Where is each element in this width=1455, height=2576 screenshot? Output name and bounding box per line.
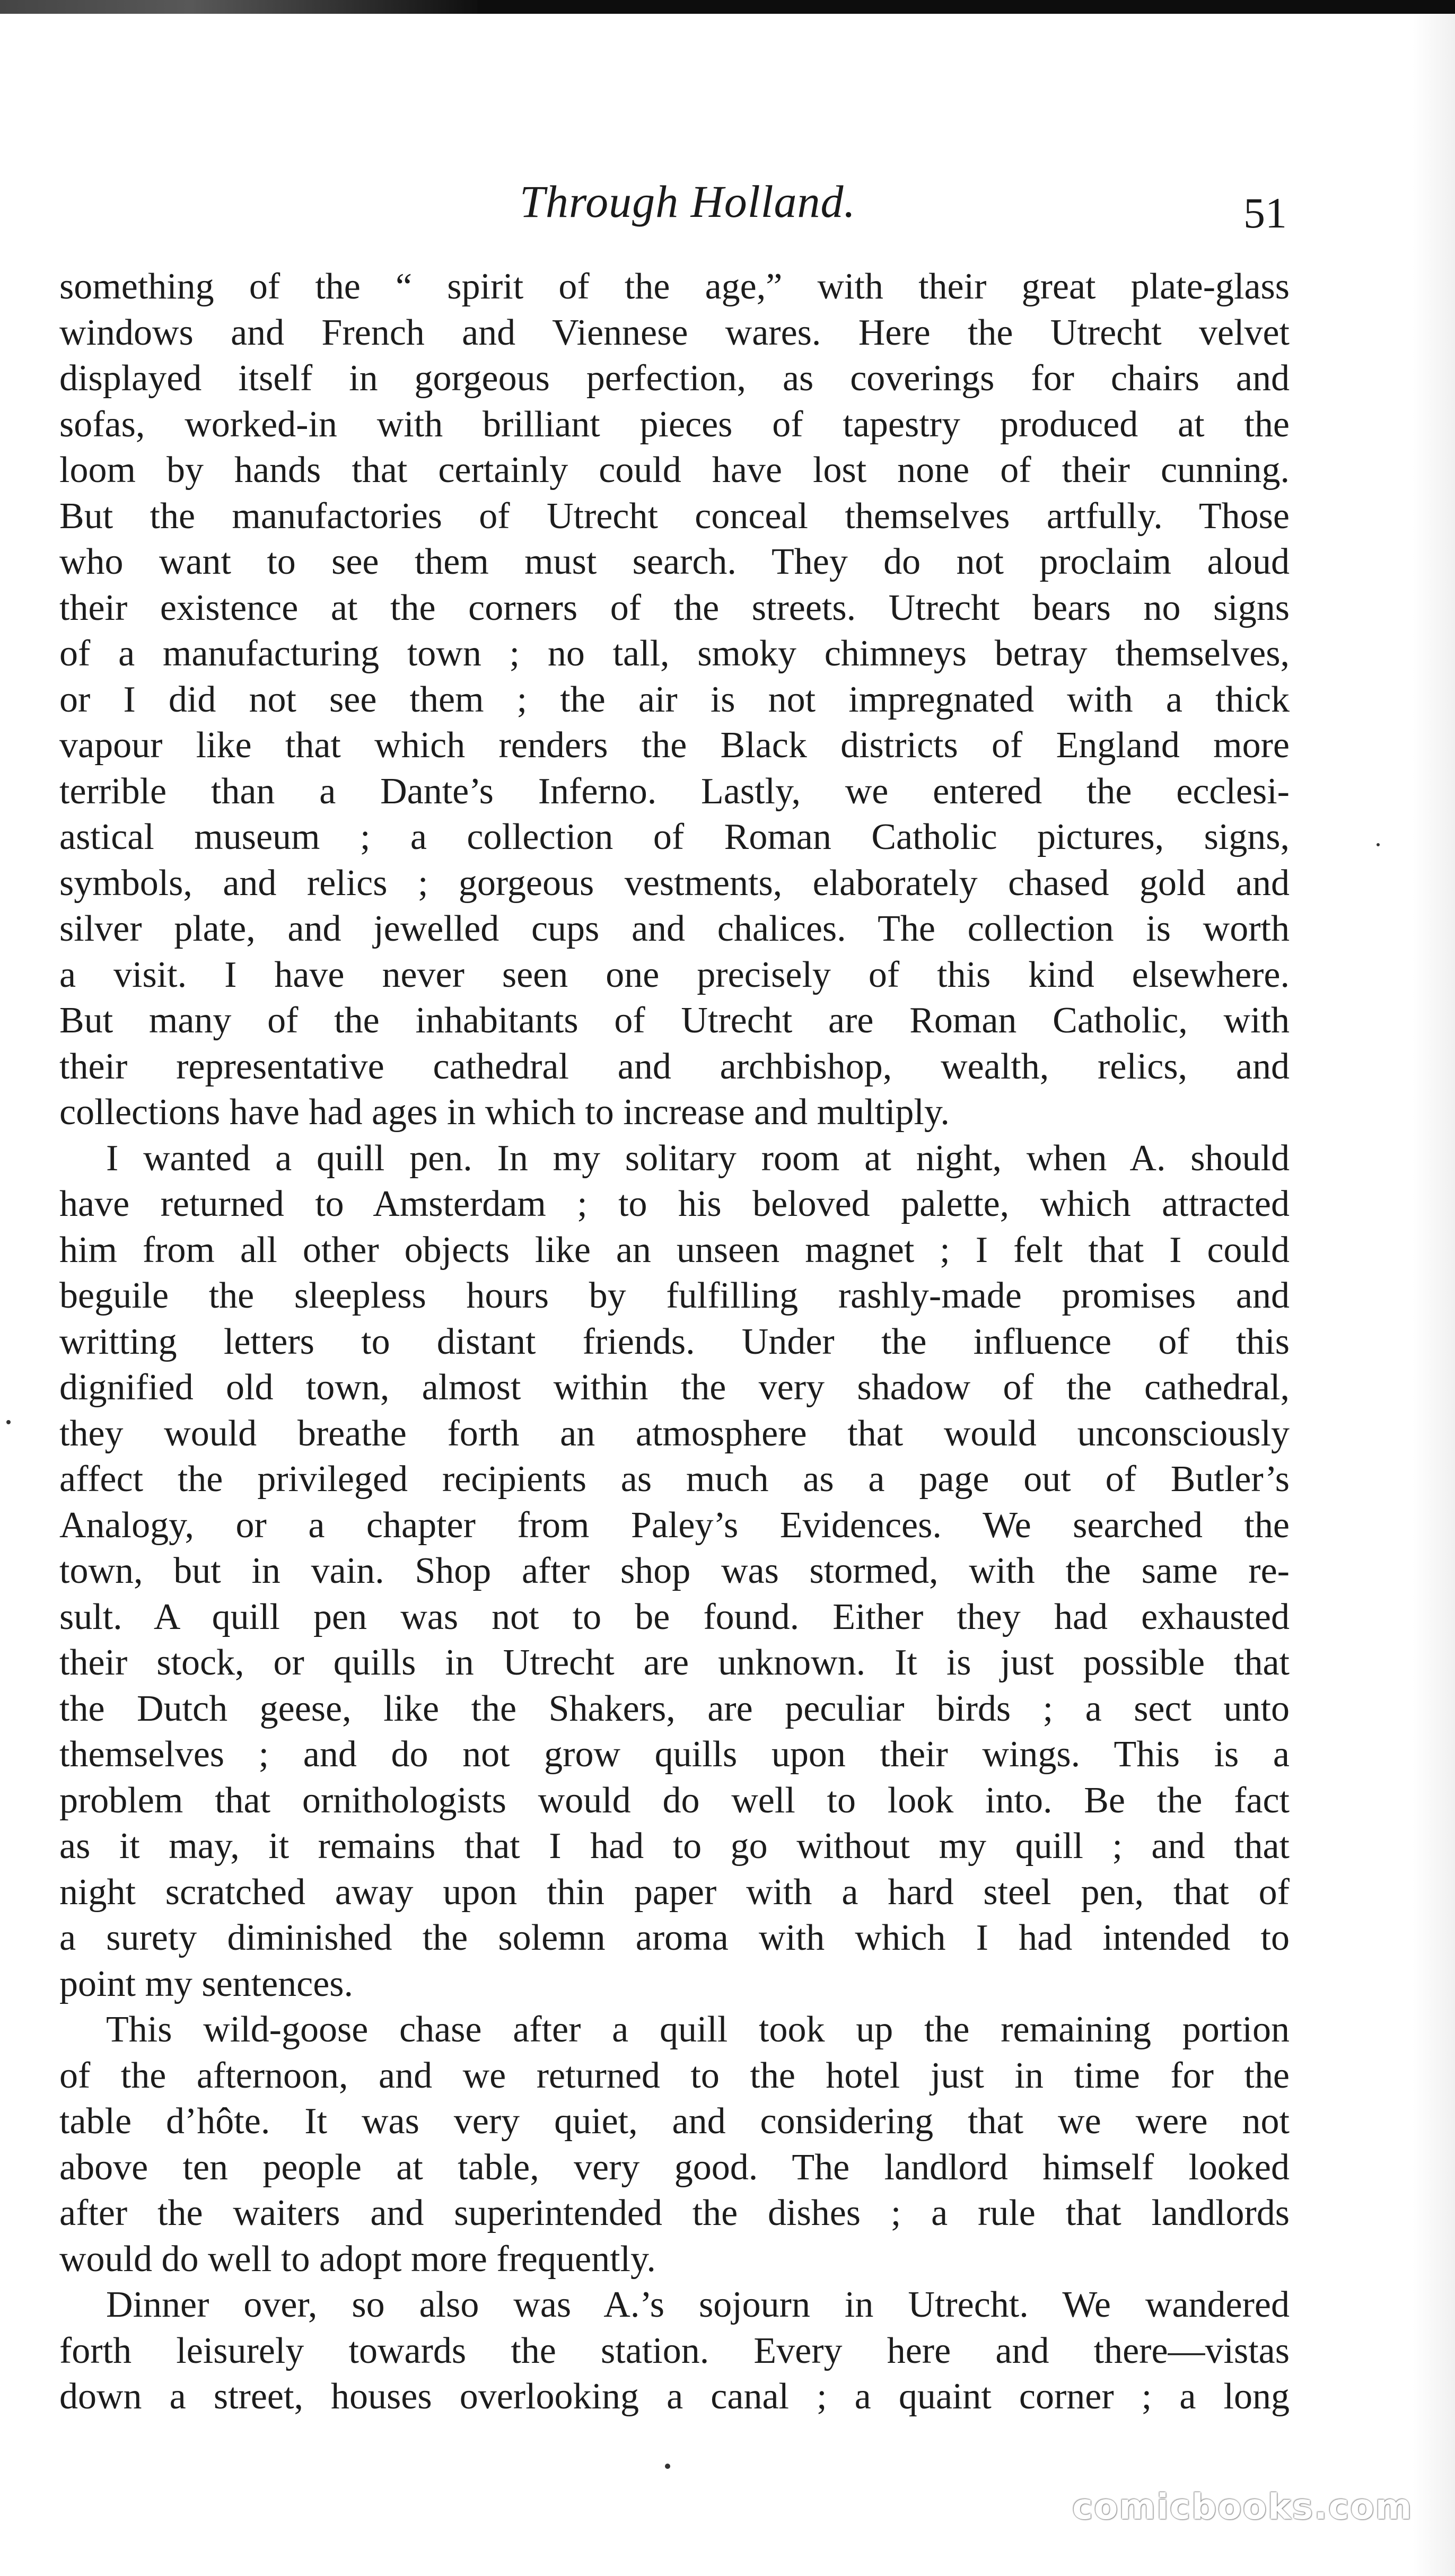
- text-line: above ten people at table, very good. The landlord himself looked: [59, 2146, 1290, 2188]
- text-line: him from all other objects like an unseen magnet ; I felt that I could: [59, 1229, 1290, 1271]
- text-line: their representative cathedral and archbishop, wealth, relics, and: [59, 1046, 1290, 1087]
- text-line: forth leisurely towards the station. Every here and there—vistas: [59, 2330, 1290, 2371]
- text-line: sult. A quill pen was not to be found. Either they had exhausted: [59, 1596, 1290, 1637]
- text-line: astical museum ; a collection of Roman Catholic pictures, signs,: [59, 817, 1290, 857]
- text-line: who want to see them must search. They do not proclaim aloud: [59, 541, 1290, 582]
- text-line: point my sentences.: [59, 1963, 354, 2004]
- text-line: table d’hôte. It was very quiet, and considering that we were not: [59, 2101, 1290, 2142]
- text-line: their existence at the corners of the streets. Utrecht bears no signs: [59, 587, 1290, 628]
- paragraph-start-line: Dinner over, so also was A.’s sojourn in Utrecht. We wandered: [106, 2284, 1290, 2325]
- text-line: collections have had ages in which to increase and multiply.: [59, 1092, 950, 1133]
- text-line: symbols, and relics ; gorgeous vestments, elaborately chased gold and: [59, 862, 1290, 904]
- text-line: terrible than a Dante’s Inferno. Lastly, we entered the ecclesi-: [59, 770, 1290, 812]
- text-line: a visit. I have never seen one precisely of this kind elsewhere.: [59, 954, 1290, 995]
- paragraph-start-line: I wanted a quill pen. In my solitary room at night, when A. should: [106, 1137, 1290, 1179]
- scan-top-border-highlight: [0, 0, 477, 14]
- ink-speck: [6, 1420, 11, 1424]
- text-line: or I did not see them ; the air is not impregnated with a thick: [59, 679, 1290, 720]
- text-line: silver plate, and jewelled cups and chalices. The collection is worth: [59, 908, 1290, 949]
- running-title: Through Holland.: [520, 176, 856, 227]
- text-line: writting letters to distant friends. Under the influence of this: [59, 1321, 1290, 1362]
- text-line: down a street, houses overlooking a canal ; a quaint corner ; a long: [59, 2376, 1290, 2417]
- body-text: [59, 264, 1290, 2420]
- text-line: loom by hands that certainly could have lost none of their cunning.: [59, 450, 1290, 490]
- text-line: of a manufacturing town ; no tall, smoky chimneys betray themselves,: [59, 633, 1290, 674]
- ink-speck: [1377, 843, 1380, 846]
- paragraph-start-line: This wild-goose chase after a quill took up the remaining portion: [106, 2009, 1290, 2050]
- text-line: as it may, it remains that I had to go without my quill ; and that: [59, 1826, 1290, 1867]
- text-line: of the afternoon, and we returned to the hotel just in time for the: [59, 2055, 1290, 2096]
- text-line: Analogy, or a chapter from Paley’s Evidences. We searched the: [59, 1504, 1290, 1546]
- text-line: problem that ornithologists would do well to look into. Be the fact: [59, 1780, 1290, 1821]
- text-line: But many of the inhabitants of Utrecht are Roman Catholic, with: [59, 1000, 1290, 1041]
- text-line: have returned to Amsterdam ; to his beloved palette, which attracted: [59, 1184, 1290, 1224]
- running-head: [0, 175, 1455, 237]
- text-line: windows and French and Viennese wares. Here the Utrecht velvet: [59, 312, 1290, 353]
- text-line: themselves ; and do not grow quills upon their wings. This is a: [59, 1734, 1290, 1775]
- text-line: dignified old town, almost within the very shadow of the cathedral,: [59, 1367, 1290, 1408]
- text-line: But the manufactories of Utrecht conceal themselves artfully. Those: [59, 495, 1290, 537]
- text-line: vapour like that which renders the Black districts of England more: [59, 725, 1290, 766]
- page-number: 51: [1243, 189, 1287, 237]
- text-line: something of the “ spirit of the age,” with their great plate-glass: [59, 266, 1290, 307]
- text-line: the Dutch geese, like the Shakers, are peculiar birds ; a sect unto: [59, 1688, 1290, 1729]
- text-line: a surety diminished the solemn aroma with which I had intended to: [59, 1917, 1290, 1958]
- text-line: they would breathe forth an atmosphere that would unconsciously: [59, 1413, 1290, 1454]
- text-line: affect the privileged recipients as much as a page out of Butler’s: [59, 1459, 1290, 1500]
- watermark-text: comicbooks.com: [1072, 2486, 1413, 2527]
- text-line: night scratched away upon thin paper with a hard steel pen, that of: [59, 1871, 1290, 1913]
- text-line: displayed itself in gorgeous perfection, as coverings for chairs and: [59, 358, 1290, 399]
- text-line: would do well to adopt more frequently.: [59, 2238, 656, 2280]
- scan-top-border: [0, 0, 1455, 14]
- ink-speck: [665, 2464, 670, 2469]
- text-line: town, but in vain. Shop after shop was stormed, with the same re-: [59, 1550, 1290, 1591]
- text-line: beguile the sleepless hours by fulfilling rashly-made promises and: [59, 1275, 1290, 1316]
- text-line: their stock, or quills in Utrecht are unknown. It is just possible that: [59, 1642, 1290, 1683]
- text-line: after the waiters and superintended the dishes ; a rule that landlords: [59, 2193, 1290, 2233]
- page-edge-shadow: [1413, 14, 1455, 2576]
- text-line: sofas, worked-in with brilliant pieces of tapestry produced at the: [59, 404, 1290, 445]
